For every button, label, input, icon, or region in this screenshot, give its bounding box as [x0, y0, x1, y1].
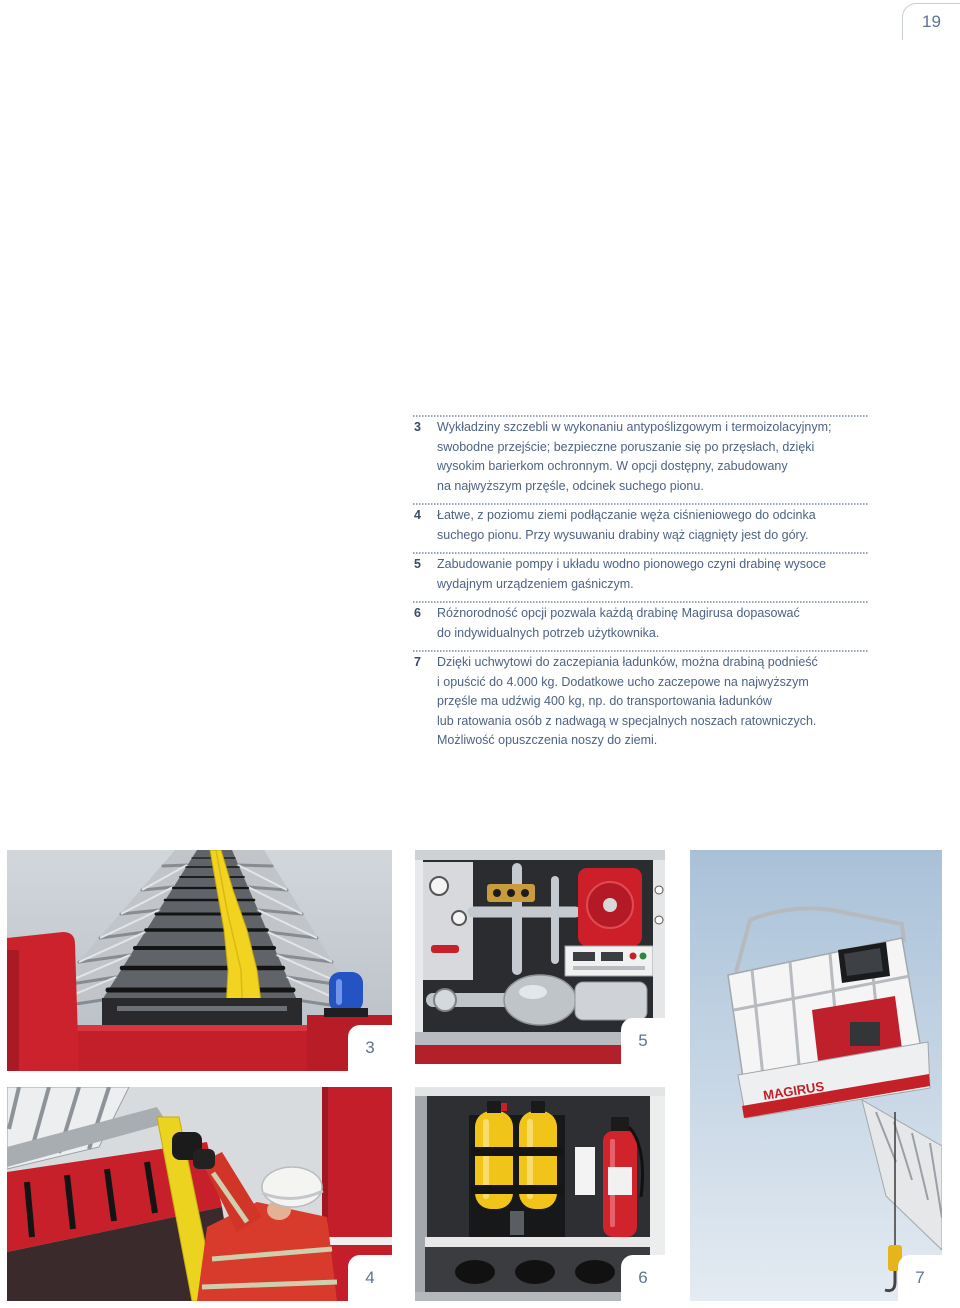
feature-number: 7 [414, 655, 421, 669]
red-valve-handle [431, 945, 459, 953]
feature-text-line: wydajnym urządzeniem gaśniczym. [437, 576, 634, 591]
blue-beacon [329, 972, 363, 1012]
feature-text-line: Łatwe, z poziomu ziemi podłączanie węża ciśnieniowego do odcinka [437, 508, 816, 522]
feature-text-line: lub ratowania osób z nadwagą w specjalnych noszach ratowniczych. [437, 713, 817, 728]
air-cylinder [475, 1111, 513, 1209]
valve-knob [507, 889, 515, 897]
pressure-gauge [452, 911, 466, 925]
feature-list [413, 415, 868, 758]
feature-text-line: do indywidualnych potrzeb użytkownika. [437, 625, 660, 640]
feature-text-line: Różnorodność opcji pozwala każdą drabinę Magirusa dopasować [437, 606, 800, 620]
feature-item-7 [413, 650, 868, 758]
photo-ladder-hose [7, 850, 392, 1071]
pressure-gauge [430, 877, 448, 895]
valve-knob [493, 889, 501, 897]
feature-text-line: na najwyższym przęśle, odcinek suchego pionu. [437, 478, 704, 493]
frame-top [415, 850, 665, 860]
left-panel-shade [7, 950, 19, 1071]
feature-text-line: przęśle ma udźwig 400 kg, np. do transportowania ładunków [437, 694, 772, 708]
cage-dark-equipment [850, 1022, 880, 1046]
outlet-coupling [434, 989, 456, 1011]
feature-text-line: Zabudowanie pompy i układu wodno pionowego czyni drabinę wysoce [437, 557, 827, 571]
rescue-cage-illustration [690, 850, 942, 1301]
harness-buckle [510, 1211, 524, 1235]
panel-display [601, 952, 623, 961]
machinery-bar [117, 1006, 287, 1011]
feature-number: 4 [414, 508, 421, 522]
instruction-sign [575, 1147, 595, 1195]
feature-item-5 [413, 552, 868, 601]
side-gauge [655, 916, 663, 924]
photo-number-label: 3 [348, 1025, 392, 1071]
photo-number-label: 4 [348, 1255, 392, 1301]
feature-item-3 [413, 415, 868, 503]
compartment-shelf [425, 1237, 650, 1247]
pump-body [504, 975, 576, 1025]
firefighter-helmet [262, 1167, 322, 1207]
photo-number-label: 6 [621, 1255, 665, 1301]
red-tag [501, 1103, 507, 1111]
panel-button [640, 953, 647, 960]
pump-hub [603, 898, 617, 912]
harness-strap [471, 1185, 563, 1194]
truck-white-stripe [322, 1237, 392, 1245]
dotted-separator [413, 650, 868, 652]
dotted-separator [413, 503, 868, 505]
feature-text-line: i opuścić do 4.000 kg. Dodatkowe ucho zaczepowe na najwyższym [437, 674, 809, 689]
side-gauge [655, 886, 663, 894]
brass-valves [487, 884, 535, 902]
feature-text-line: Możliwość opuszczenia noszy do ziemi. [437, 733, 658, 747]
extinguisher-valve [611, 1117, 629, 1133]
pump-cylinder [575, 982, 647, 1020]
cylinder-valve [487, 1101, 501, 1113]
photo-number-label: 7 [898, 1255, 942, 1301]
panel-strip [573, 966, 645, 970]
valve-knob [521, 889, 529, 897]
feature-text-line: swobodne przejście; bezpieczne poruszanie się po przęsłach, dzięki [437, 439, 815, 454]
feature-text-line: Dzięki uchwytowi do zaczepiania ładunków, można drabiną podnieść [437, 655, 818, 669]
feature-item-6 [413, 601, 868, 650]
firefighter-hose-illustration [7, 1087, 392, 1301]
feature-number: 5 [414, 557, 421, 571]
cylinder-valve [531, 1101, 545, 1113]
breathing-mask [575, 1260, 615, 1284]
feature-text-line: wysokim barierkom ochronnym. W opcji dostępny, zabudowany [437, 459, 788, 473]
harness-strap [471, 1147, 563, 1156]
page-number-tab [902, 3, 960, 40]
feature-text-line: Wykładziny szczebli w wykonaniu antypoślizgowym i termoizolacyjnym; [437, 420, 832, 434]
dotted-separator [413, 415, 868, 417]
dotted-separator [413, 601, 868, 603]
beacon-base [324, 1008, 368, 1017]
photo-firefighter-hose [7, 1087, 392, 1301]
feature-number: 6 [414, 606, 421, 620]
frame-top [415, 1087, 665, 1096]
feature-text-line: suchego pionu. Przy wysuwaniu drabiny wąż ciągnięty jest do góry. [437, 527, 809, 542]
photo-rescue-cage [690, 850, 942, 1301]
cage-lettering: MAGIRUS [762, 1078, 826, 1103]
air-cylinder [519, 1111, 557, 1209]
panel-button [630, 953, 637, 960]
truss-post [163, 865, 187, 866]
beacon-highlight [336, 979, 342, 1005]
breathing-mask [455, 1260, 495, 1284]
feature-number: 3 [414, 420, 421, 434]
photo-pump-compartment [415, 850, 665, 1064]
panel-display [573, 952, 595, 961]
ladder-machinery [102, 998, 302, 1028]
glove [193, 1149, 215, 1169]
truss-post [238, 865, 272, 866]
page-number: 19 [922, 12, 941, 31]
dotted-separator [413, 552, 868, 554]
ladder-hose-illustration [7, 850, 392, 1071]
feature-item-4 [413, 503, 868, 552]
extinguisher-label [608, 1167, 632, 1195]
photo-equipment-compartment [415, 1087, 665, 1301]
photo-number-label: 5 [621, 1018, 665, 1064]
pump-body-shine [519, 985, 547, 999]
breathing-mask [515, 1260, 555, 1284]
